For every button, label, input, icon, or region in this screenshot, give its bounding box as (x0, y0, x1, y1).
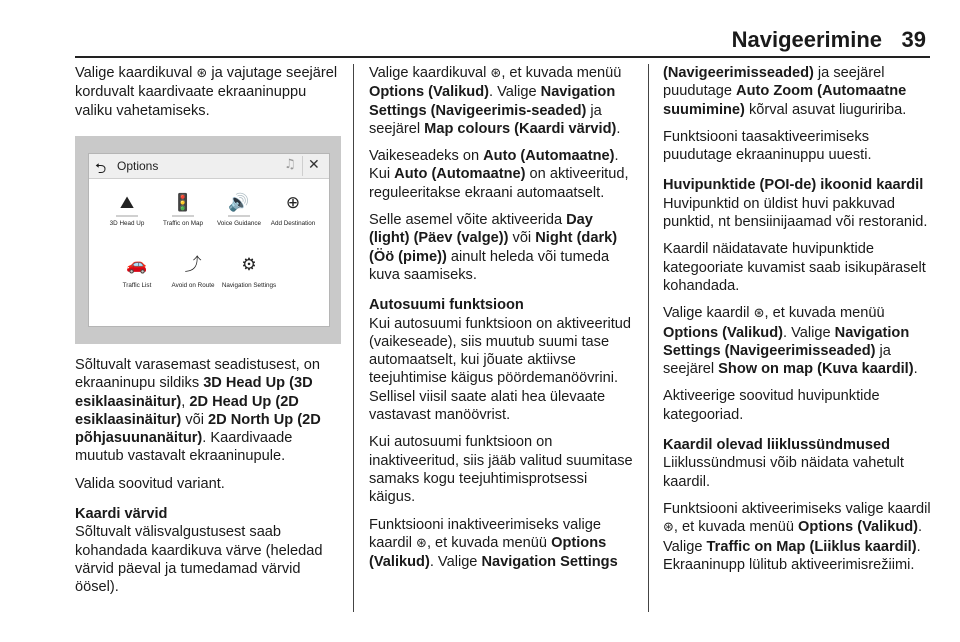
paragraph: Valige kaardikuval ⊛ ja vajutage seejärel korduvalt kaardivaate ekraaninuppu valiku vahetamiseks. (75, 65, 338, 119)
paragraph: Kaardi värvid Sõltuvalt välisvalgustusest saab kohandada kaardikuva värve (heledad värvid päeval ja tumedamad värvid öösel). (75, 506, 323, 596)
tile-add-destination: ⊕ Add Destination (265, 192, 321, 228)
column-1 (75, 64, 343, 129)
3d-head-up-icon: ⛰ (119, 193, 135, 213)
paragraph: Vaikeseadeks on Auto (Automaatne). Kui Auto (Automaatne) on aktiveeritud, reguleeritakse ekraani automaatselt. (369, 148, 629, 201)
page-header (0, 0, 960, 56)
speaker-icon: 🔊 (228, 193, 250, 213)
paragraph: Funktsiooni taasaktiveerimiseks puudutage ekraaninuppu uuesti. (663, 128, 872, 164)
tile-underline (116, 215, 138, 217)
heading: Kaardil olevad liiklussündmused (663, 437, 891, 454)
tile-traffic-on-map: 🚦 Traffic on Map (155, 192, 211, 228)
tile-underline (228, 215, 250, 217)
paragraph: Valige kaardikuval ⊛, et kuvada menüü Options (Valikud). Valige Navigation Settings (Navigeerimis-seaded) ja seejärel Map colours (Kaardi värvid). (369, 65, 622, 137)
paragraph: Selle asemel võite aktiveerida Day (light) (Päev (valge)) või Night (dark) (Öö (pime)) ainult heleda või tumeda kuva saamiseks. (369, 212, 618, 283)
paragraph: (Navigeerimisseaded) ja seejärel puudutage Auto Zoom (Automaatne suumimine) kõrval asuvat liuguririba. (663, 65, 907, 118)
paragraph: Huvipunktide (POI-de) ikoonid kaardil Huvipunktid on üldist huvi pakkuvad punktid, nt bensiinijaamad või restoranid. (663, 177, 928, 231)
heading: Autosuumi funktsioon (369, 297, 524, 314)
map-center-icon: ⊛ (416, 535, 427, 551)
tile-traffic-list: 🚗 Traffic List (109, 254, 165, 290)
paragraph: Sõltuvalt varasemast seadistusest, on ekraaninupu sildiks 3D Head Up (3D esiklaasinäitur), 2D Head Up (2D esiklaasinäitur) või 2D North Up (2D põhjasuunanäitur). Kaardivaade muutub vastavalt ekraaninupule. (75, 357, 321, 465)
paragraph: Kui autosuumi funktsioon on inaktiveeritud, siis jääb valitud suumitase samaks kogu teejuhtimisprotsessi käigus. (369, 434, 633, 506)
map-center-icon: ⊛ (753, 306, 765, 322)
paragraph: Aktiveerige soovitud huvipunktide kategooriad. (663, 388, 880, 423)
back-arrow-icon: ⮌ (95, 161, 107, 177)
close-icon: ✕ (308, 157, 320, 173)
traffic-light-icon: 🚦 (172, 193, 194, 213)
heading: Kaardi värvid (75, 506, 168, 523)
paragraph: Autosuumi funktsioon Kui autosuumi funktsioon on aktiveeritud (vaikeseade), siis muutub suumi tase automaatselt, kui jõuate aktiivse teejuhtimise käigus pöördemanöövrini. Sellisel viisil saate alati hea ülevaate vastavast manöövrist. (369, 297, 632, 424)
add-destination-icon: ⊕ (285, 193, 301, 213)
gear-icon: ⚙ (241, 255, 257, 275)
header-rule (75, 56, 930, 58)
music-note-icon: ♫ (284, 157, 296, 172)
paragraph: Kaardil näidatavate huvipunktide kategooriate kuvamist saab isikupäraselt kohandada. (663, 241, 926, 294)
map-center-icon: ⊛ (490, 66, 502, 81)
section-title: Navigeerimine (731, 27, 882, 52)
title-bar-divider (302, 156, 303, 176)
column-1-lower (75, 356, 343, 606)
tile-3d-head-up: ⛰ 3D Head Up (99, 192, 155, 228)
options-menu-screenshot (75, 136, 341, 344)
options-title-bar (89, 154, 329, 179)
tile-avoid-on-route: ⤴ Avoid on Route (165, 254, 221, 290)
column-3 (663, 64, 933, 583)
tile-navigation-settings: ⚙ Navigation Settings (221, 255, 277, 289)
avoid-route-icon: ⤴ (184, 255, 202, 275)
tile-voice-guidance: 🔊 Voice Guidance (211, 192, 267, 228)
page-number: 39 (901, 27, 926, 52)
options-title: Options (117, 159, 159, 173)
paragraph: Funktsiooni aktiveerimiseks valige kaardil ⊛, et kuvada menüü Options (Valikud). Valige Traffic on Map (Liiklus kaardil). Ekraaninupp lülitub aktiveerimisrežiimi. (663, 500, 931, 573)
paragraph: Funktsiooni inaktiveerimiseks valige kaardil ⊛, et kuvada menüü Options (Valikud). Valige Navigation Settings (369, 516, 618, 571)
paragraph: Valida soovitud variant. (75, 475, 225, 492)
car-icon: 🚗 (126, 255, 148, 275)
tile-underline (172, 215, 194, 217)
heading: Huvipunktide (POI-de) ikoonid kaardil (663, 177, 924, 194)
paragraph: Valige kaardil ⊛, et kuvada menüü Options (Valikud). Valige Navigation Settings (Navigeerimisseaded) ja seejärel Show on map (Kuva kaardil). (663, 305, 918, 378)
paragraph: Kaardil olevad liiklussündmused Liiklussündmusi võib näidata vahetult kaardil. (663, 437, 904, 490)
column-divider (648, 64, 649, 612)
column-divider (353, 64, 354, 612)
map-center-icon: ⊛ (663, 520, 674, 536)
column-2 (369, 64, 635, 580)
options-screen (88, 153, 330, 327)
map-center-icon: ⊛ (196, 66, 208, 81)
